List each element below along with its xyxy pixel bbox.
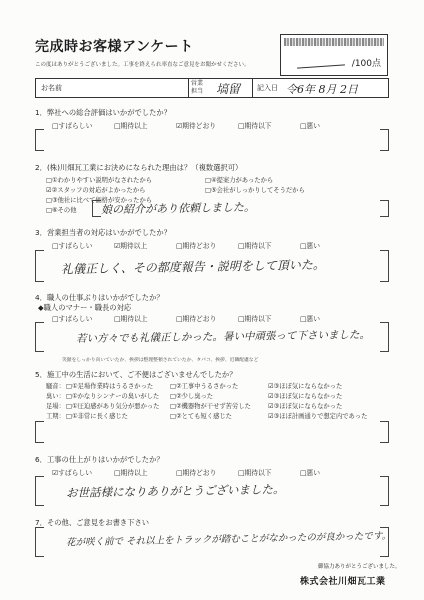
q5-option: □①非常に長く感じた: [66, 413, 128, 420]
info-row: [35, 78, 389, 98]
date-value: 令6年 8月 2日: [286, 83, 358, 96]
score-box: [280, 34, 388, 76]
q3-option: □すばらしい: [52, 242, 93, 250]
q5-option: ☑③ほぼ計画通りで想定内であった: [268, 413, 368, 420]
info-divider: [188, 79, 189, 97]
q1-option: □すばらしい: [52, 122, 93, 130]
survey-intro: この度はありがとうございました。工事を終えられ率直なご意見をお聞かせください。: [35, 62, 250, 68]
q5-option: □②とても短く感じた: [170, 413, 232, 420]
q1-option: ☑期待どおり: [176, 122, 217, 130]
date-label: 記入日: [257, 84, 278, 92]
q5-option: □①かなりシンナーの臭いがした: [66, 393, 160, 400]
q2-other-answer-box: [92, 200, 389, 217]
q4-answer: 若い方々でも礼儀正しかった。暑い中頑張って下さいました。: [75, 328, 371, 346]
survey-title: 完成時お客様アンケート: [35, 39, 194, 55]
q5-option: ☑③ほぼ気にならなかった: [268, 403, 343, 410]
q1-option: □期待以下: [238, 122, 272, 130]
q3-option: □期待以下: [238, 242, 272, 250]
q6-option: □悪い: [300, 469, 321, 477]
score-suffix: /100点: [351, 59, 381, 69]
q5-title: 5．施工中の生活において、ご不便はございませんでしたか？: [35, 370, 237, 379]
q5-row-label: 騒音：: [46, 383, 65, 390]
q7-title: 7．その他、ご意見をお書き下さい: [35, 518, 150, 527]
q2-option: □⑤会社がしっかりしてそうだから: [205, 187, 305, 194]
q2-option: □④提案力があったから: [205, 177, 274, 184]
q5-answer-box: [35, 421, 389, 443]
q2-other-answer: 娘の紹介があり依頼しました。: [100, 200, 256, 217]
q4-option: □すばらしい: [52, 315, 93, 323]
q5-row-label: 足場：: [46, 403, 65, 410]
q4-answer-box: [35, 322, 389, 352]
q4-title: 4．職人の仕事ぶりはいかがでしたか？: [35, 293, 164, 302]
q7-answer-box: [35, 527, 392, 557]
q4-option: □期待以下: [238, 315, 272, 323]
q5-option: ☑③ほぼ気にならなかった: [268, 383, 343, 390]
q4-subtitle: ◆職人のマナー・職長の対応: [38, 303, 132, 312]
q6-option: □期待以上: [114, 469, 148, 477]
q6-answer-box: [35, 476, 389, 506]
q2-option: □③他社に比べて価格が安かったから: [46, 197, 153, 204]
sales-label-line2: 担当: [191, 87, 204, 95]
q3-options: [52, 240, 362, 250]
q5-option: ☑③ほぼ気にならなかった: [268, 393, 343, 400]
q1-option: □期待以上: [114, 122, 148, 130]
q6-title: 6．工事の仕上がりはいかがでしたか？: [35, 455, 164, 464]
q2-option: □①わかりやすい説明がなされたから: [46, 177, 153, 184]
q5-option: □①圧迫感があり気分が悪かった: [66, 403, 160, 410]
q4-option: □期待以上: [114, 315, 148, 323]
q6-option: □期待どおり: [176, 469, 217, 477]
q7-answer: 花が咲く前で それ以上をトラックが踏むことがなかったのが良かったです。: [65, 530, 392, 549]
info-divider: [252, 79, 253, 97]
sales-label-line1: 営業: [191, 80, 204, 87]
q1-option: □悪い: [300, 122, 321, 130]
q4-option: □悪い: [300, 315, 321, 323]
q3-answer-box: [35, 250, 389, 282]
q6-option: □期待以下: [238, 469, 272, 477]
score-header-band: [284, 38, 384, 46]
q5-option: □①足場作業時はうるさかった: [66, 383, 154, 390]
q2-option-other: □⑥その他: [46, 207, 77, 214]
q3-title: 3．営業担当者の対応はいかがでしたか？: [35, 228, 171, 237]
q1-answer-box: [35, 129, 389, 151]
q2-title: 2．(株)川畑瓦工業にお決めになられた理由は？（複数選択可）: [35, 163, 243, 172]
q3-answer: 礼儀正しく、その都度報告・説明をして頂いた。: [60, 257, 325, 277]
q6-option: ☑すばらしい: [52, 469, 93, 477]
score-handwritten-mark: [297, 64, 345, 68]
q3-option: □期待どおり: [176, 242, 217, 250]
sales-value: 塙留: [216, 82, 241, 96]
q4-note: 笑顔をしっかり向いていたか、挨拶は整理整頓されていたか、タバコ、挨拶、近隣配慮など: [62, 358, 259, 363]
q5-option: □②工事中うるさかった: [170, 383, 239, 390]
q4-option: □期待どおり: [176, 315, 217, 323]
q3-option: □悪い: [300, 242, 321, 250]
q5-option: □②機器物が干せず苦労した: [170, 403, 251, 410]
q2-option: ☑②スタッフの対応がよかったから: [46, 187, 146, 194]
footer-thanks: 御協力ありがとうございました。: [318, 564, 401, 570]
q5-row-label: 工期：: [46, 413, 65, 420]
q1-title: 1．弊社への総合評価はいかがでしたか？: [35, 108, 171, 117]
company-name: 株式会社川畑瓦工業: [300, 577, 386, 587]
q6-answer: お世話様になりありがとうございました。: [65, 482, 285, 500]
q5-row-label: 臭い：: [46, 393, 65, 400]
q5-option: □②少し臭った: [170, 393, 214, 400]
name-label: お名前: [41, 84, 62, 92]
sales-label: [191, 80, 203, 95]
q3-option: ☑期待以上: [114, 242, 148, 250]
